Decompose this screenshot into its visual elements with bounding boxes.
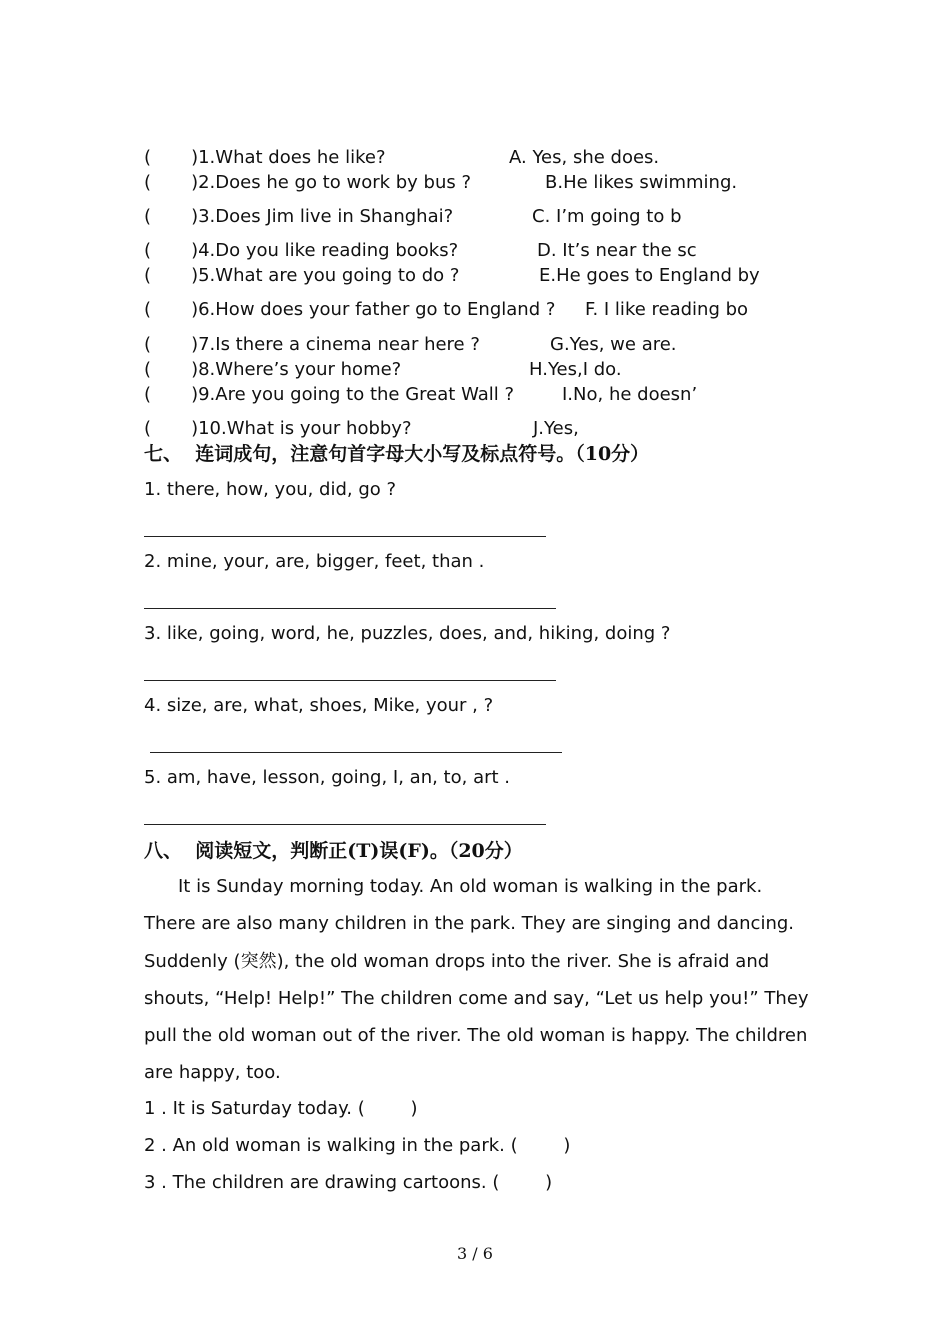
reading-passage — [144, 868, 814, 1092]
sentence-item-3: 3. like, going, word, he, puzzles, does, and, hiking, doing ? — [144, 623, 671, 644]
judge-question-3: 3 . The children are drawing cartoons. ( ) — [144, 1172, 553, 1193]
answer-blank-1[interactable] — [144, 536, 546, 537]
matching-question-5: ( )5.What are you going to do ? — [144, 265, 460, 286]
matching-question-7: ( )7.Is there a cinema near here ? — [144, 334, 480, 355]
matching-question-2: ( )2.Does he go to work by bus ? — [144, 172, 472, 193]
matching-question-1: ( )1.What does he like? — [144, 147, 386, 168]
matching-answer-i: I.No, he doesn’ — [562, 384, 698, 405]
section-7-heading: 七、 连词成句，注意句首字母大小写及标点符号。（10分） — [144, 443, 650, 465]
matching-question-3: ( )3.Does Jim live in Shanghai? — [144, 206, 454, 227]
sentence-item-1: 1. there, how, you, did, go ? — [144, 479, 397, 500]
matching-answer-c: C. I’m going to b — [532, 206, 682, 227]
matching-question-6: ( )6.How does your father go to England ? — [144, 299, 556, 320]
answer-blank-3[interactable] — [144, 680, 556, 681]
judge-question-1: 1 . It is Saturday today. ( ) — [144, 1098, 418, 1119]
matching-question-10: ( )10.What is your hobby? — [144, 418, 412, 439]
judge-question-2: 2 . An old woman is walking in the park. ( ) — [144, 1135, 571, 1156]
sentence-item-2: 2. mine, your, are, bigger, feet, than . — [144, 551, 485, 572]
passage-text: It is Sunday morning today. An old woman is walking in the park. There are also many children in the park. They are singing and dancing. Suddenly (突然), the old woman drops into the river. She is afraid and shouts, “Help! Help!” The children come and say, “Let us help you!” They pull the old woman out of the river. The old woman is happy. The children are happy, too. — [144, 876, 809, 1084]
matching-answer-g: G.Yes, we are. — [550, 334, 677, 355]
answer-blank-5[interactable] — [144, 824, 546, 825]
answer-blank-4[interactable] — [150, 752, 562, 753]
sentence-item-5: 5. am, have, lesson, going, I, an, to, art . — [144, 767, 511, 788]
matching-answer-a: A. Yes, she does. — [509, 147, 660, 168]
matching-question-8: ( )8.Where’s your home? — [144, 359, 402, 380]
sentence-item-4: 4. size, are, what, shoes, Mike, your , ? — [144, 695, 494, 716]
matching-question-4: ( )4.Do you like reading books? — [144, 240, 459, 261]
page-number: 3 / 6 — [457, 1244, 493, 1263]
matching-question-9: ( )9.Are you going to the Great Wall ? — [144, 384, 515, 405]
matching-answer-e: E.He goes to England by — [539, 265, 760, 286]
answer-blank-2[interactable] — [144, 608, 556, 609]
matching-answer-j: J.Yes, — [533, 418, 579, 439]
matching-answer-f: F. I like reading bo — [585, 299, 749, 320]
matching-answer-b: B.He likes swimming. — [545, 172, 738, 193]
section-8-heading: 八、 阅读短文，判断正(T)误(F)。（20分） — [144, 840, 523, 862]
matching-answer-d: D. It’s near the sc — [537, 240, 697, 261]
matching-answer-h: H.Yes,I do. — [529, 359, 622, 380]
